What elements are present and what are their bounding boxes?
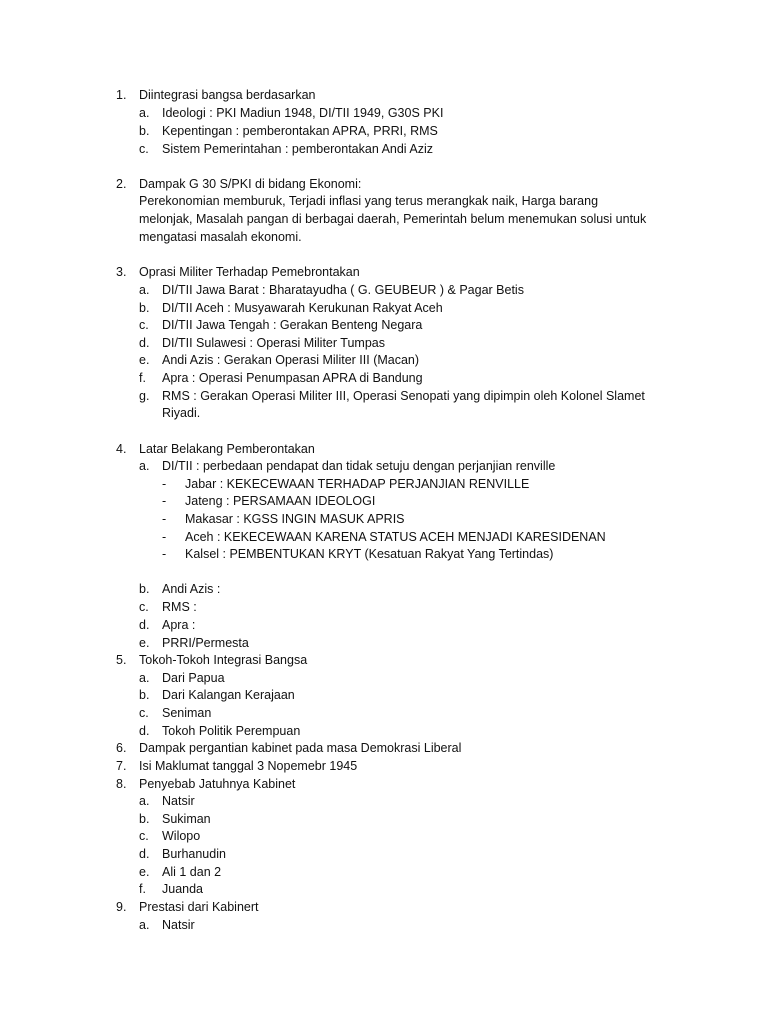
sub-marker: c. xyxy=(139,142,149,156)
sub-item: Natsir xyxy=(162,794,195,808)
paragraph-line: mengatasi masalah ekonomi. xyxy=(139,230,302,244)
sub-marker: f. xyxy=(139,882,146,896)
sub-item: Dari Papua xyxy=(162,671,225,685)
item-number: 7. xyxy=(116,759,127,773)
sub-item: DI/TII Jawa Barat : Bharatayudha ( G. GEUBEUR ) & Pagar Betis xyxy=(162,283,524,297)
sub-item: Kepentingan : pemberontakan APRA, PRRI, RMS xyxy=(162,124,438,138)
sub-item: Natsir xyxy=(162,918,195,932)
sub-marker: d. xyxy=(139,336,150,350)
sub-marker: b. xyxy=(139,582,150,596)
item-title: Oprasi Militer Terhadap Pemebrontakan xyxy=(139,265,360,279)
sub-item: Juanda xyxy=(162,882,204,896)
sub-marker: a. xyxy=(139,794,150,808)
nested-item: Makasar : KGSS INGIN MASUK APRIS xyxy=(185,512,405,526)
sub-item: Sukiman xyxy=(162,812,211,826)
paragraph-line: Perekonomian memburuk, Terjadi inflasi yang terus merangkak naik, Harga barang xyxy=(139,194,599,208)
sub-item: Burhanudin xyxy=(162,847,226,861)
sub-marker: d. xyxy=(139,618,150,632)
sub-marker: e. xyxy=(139,353,150,367)
sub-marker: g. xyxy=(139,389,150,403)
sub-item: RMS : Gerakan Operasi Militer III, Operasi Senopati yang dipimpin oleh Kolonel Slamet xyxy=(162,389,645,403)
sub-item: DI/TII Sulawesi : Operasi Militer Tumpas xyxy=(162,336,385,350)
sub-marker: c. xyxy=(139,318,149,332)
item-title: Isi Maklumat tanggal 3 Nopemebr 1945 xyxy=(139,759,358,773)
sub-item: PRRI/Permesta xyxy=(162,636,249,650)
sub-marker: c. xyxy=(139,829,149,843)
sub-marker: c. xyxy=(139,600,149,614)
sub-marker: d. xyxy=(139,847,150,861)
sub-marker: a. xyxy=(139,459,150,473)
sub-item: Seniman xyxy=(162,706,212,720)
item-number: 2. xyxy=(116,177,127,191)
nested-item: Jabar : KEKECEWAAN TERHADAP PERJANJIAN RENVILLE xyxy=(185,477,530,491)
item-number: 8. xyxy=(116,777,127,791)
dash-bullet: - xyxy=(162,530,167,544)
sub-item: DI/TII : perbedaan pendapat dan tidak setuju dengan perjanjian renville xyxy=(162,459,556,473)
nested-item: Aceh : KEKECEWAAN KARENA STATUS ACEH MENJADI KARESIDENAN xyxy=(185,530,606,544)
item-title: Dampak G 30 S/PKI di bidang Ekonomi: xyxy=(139,177,362,191)
sub-marker: f. xyxy=(139,371,146,385)
sub-item: RMS : xyxy=(162,600,197,614)
sub-marker: e. xyxy=(139,865,150,879)
paragraph-line: melonjak, Masalah pangan di berbagai daerah, Pemerintah belum menemukan solusi untuk xyxy=(139,212,647,226)
sub-marker: a. xyxy=(139,106,150,120)
sub-marker: a. xyxy=(139,283,150,297)
sub-item: Wilopo xyxy=(162,829,201,843)
nested-item: Jateng : PERSAMAAN IDEOLOGI xyxy=(185,494,376,508)
item-number: 1. xyxy=(116,88,127,102)
sub-item: Apra : xyxy=(162,618,196,632)
sub-item-continuation: Riyadi. xyxy=(162,406,201,420)
item-number: 9. xyxy=(116,900,127,914)
sub-marker: b. xyxy=(139,688,150,702)
item-number: 4. xyxy=(116,442,127,456)
item-number: 3. xyxy=(116,265,127,279)
sub-item: Ideologi : PKI Madiun 1948, DI/TII 1949, G30S PKI xyxy=(162,106,444,120)
sub-item: Tokoh Politik Perempuan xyxy=(162,724,301,738)
dash-bullet: - xyxy=(162,477,167,491)
dash-bullet: - xyxy=(162,547,167,561)
sub-marker: b. xyxy=(139,301,150,315)
item-title: Latar Belakang Pemberontakan xyxy=(139,442,315,456)
item-number: 5. xyxy=(116,653,127,667)
item-title: Diintegrasi bangsa berdasarkan xyxy=(139,88,316,102)
sub-marker: a. xyxy=(139,671,150,685)
item-title: Penyebab Jatuhnya Kabinet xyxy=(139,777,296,791)
item-title: Tokoh-Tokoh Integrasi Bangsa xyxy=(139,653,308,667)
dash-bullet: - xyxy=(162,494,167,508)
sub-item: DI/TII Jawa Tengah : Gerakan Benteng Negara xyxy=(162,318,423,332)
sub-marker: e. xyxy=(139,636,150,650)
sub-item: Ali 1 dan 2 xyxy=(162,865,222,879)
dash-bullet: - xyxy=(162,512,167,526)
nested-item: Kalsel : PEMBENTUKAN KRYT (Kesatuan Rakyat Yang Tertindas) xyxy=(185,547,554,561)
item-title: Dampak pergantian kabinet pada masa Demokrasi Liberal xyxy=(139,741,462,755)
sub-item: DI/TII Aceh : Musyawarah Kerukunan Rakyat Aceh xyxy=(162,301,443,315)
sub-item: Dari Kalangan Kerajaan xyxy=(162,688,295,702)
item-title: Prestasi dari Kabinert xyxy=(139,900,259,914)
sub-item: Apra : Operasi Penumpasan APRA di Bandung xyxy=(162,371,423,385)
sub-marker: d. xyxy=(139,724,150,738)
sub-item: Andi Azis : Gerakan Operasi Militer III (Macan) xyxy=(162,353,420,367)
sub-marker: c. xyxy=(139,706,149,720)
item-number: 6. xyxy=(116,741,127,755)
sub-marker: a. xyxy=(139,918,150,932)
sub-marker: b. xyxy=(139,812,150,826)
sub-item: Sistem Pemerintahan : pemberontakan Andi Aziz xyxy=(162,142,433,156)
sub-marker: b. xyxy=(139,124,150,138)
sub-item: Andi Azis : xyxy=(162,582,221,596)
